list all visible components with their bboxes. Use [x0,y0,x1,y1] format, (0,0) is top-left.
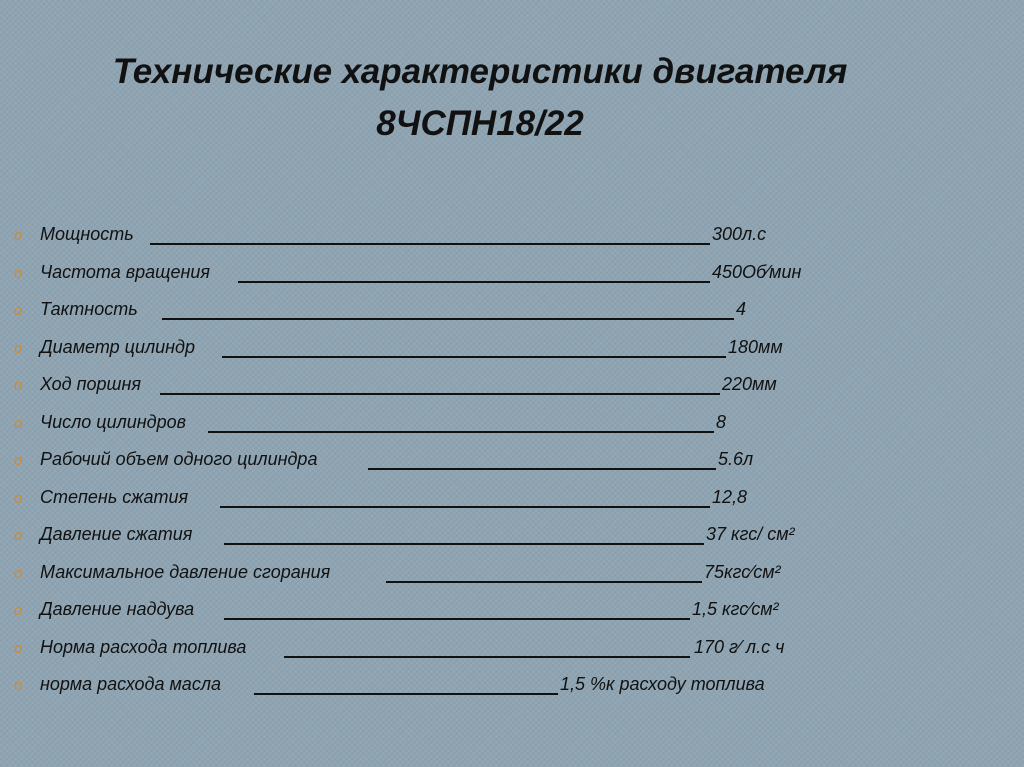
spec-value: 75кгс⁄см² [704,561,781,582]
spec-value: 300л.с [712,224,767,244]
leader-line [386,581,702,583]
spec-row-compression-ratio [14,481,1004,519]
spec-row-strokes [14,293,1004,331]
leader-line [254,693,558,695]
spec-value: 5.6л [718,449,754,469]
leader-line [150,243,710,245]
leader-line [220,506,710,508]
leader-line [222,356,726,358]
bullet-icon: o [14,564,23,582]
title-line-1: Технические характеристики двигателя [112,52,848,91]
bullet-icon: o [14,602,23,619]
leader-line [224,543,704,545]
spec-label: Диаметр цилиндр [40,336,195,357]
spec-row-fuel-consumption [14,631,1004,669]
leader-line [162,318,734,320]
spec-row-power [14,218,1004,256]
spec-label: Степень сжатия [40,486,189,507]
spec-value: 170 г⁄ л.с ч [694,636,785,657]
spec-label: Частота вращения [40,261,211,282]
bullet-icon: o [14,527,23,544]
spec-value: 220мм [722,374,777,394]
spec-value: 12,8 [712,486,748,507]
spec-row-cylinder-volume [14,443,1004,481]
spec-list [14,218,1004,706]
bullet-icon: o [14,227,23,244]
bullet-icon: o [14,302,23,319]
spec-label: норма расхода масла [40,674,221,694]
leader-line [160,393,720,395]
spec-label: Число цилиндров [40,411,187,432]
spec-value: 4 [736,299,747,319]
spec-value: 37 кгс/ см² [706,524,795,544]
title-line-2: 8ЧСПН18/22 [376,104,584,143]
leader-line [284,656,690,658]
spec-row-max-combustion-pressure [14,556,1004,594]
spec-label: Давление наддува [40,599,195,619]
spec-label: Тактность [40,299,138,319]
spec-label: Норма расхода топлива [40,636,247,657]
leader-line [368,468,716,470]
leader-line [208,431,714,433]
spec-row-rotation-speed [14,256,1004,294]
spec-value: 450Об⁄мин [712,261,802,282]
spec-row-cylinder-diameter [14,331,1004,369]
bullet-icon: o [14,377,23,394]
spec-value: 180мм [728,336,783,357]
page-title [0,46,960,150]
bullet-icon: o [14,339,23,357]
spec-label: Ход поршня [40,374,141,394]
spec-row-piston-stroke [14,368,1004,406]
bullet-icon: o [14,489,23,507]
leader-line [224,618,690,620]
bullet-icon: o [14,639,23,657]
spec-row-oil-consumption [14,668,1004,706]
bullet-icon: o [14,264,23,282]
spec-row-compression-pressure [14,518,1004,556]
spec-value: 8 [716,411,727,432]
spec-row-cylinder-count [14,406,1004,444]
bullet-icon: o [14,452,23,469]
spec-label: Мощность [40,224,134,244]
spec-label: Максимальное давление сгорания [40,561,331,582]
spec-value: 1,5 кгс⁄см² [692,599,779,619]
spec-row-boost-pressure [14,593,1004,631]
bullet-icon: o [14,414,23,432]
bullet-icon: o [14,677,23,694]
leader-line [238,281,710,283]
spec-label: Давление сжатия [40,524,193,544]
spec-value: 1,5 %к расходу топлива [560,674,765,694]
spec-label: Рабочий объем одного цилиндра [40,449,318,469]
